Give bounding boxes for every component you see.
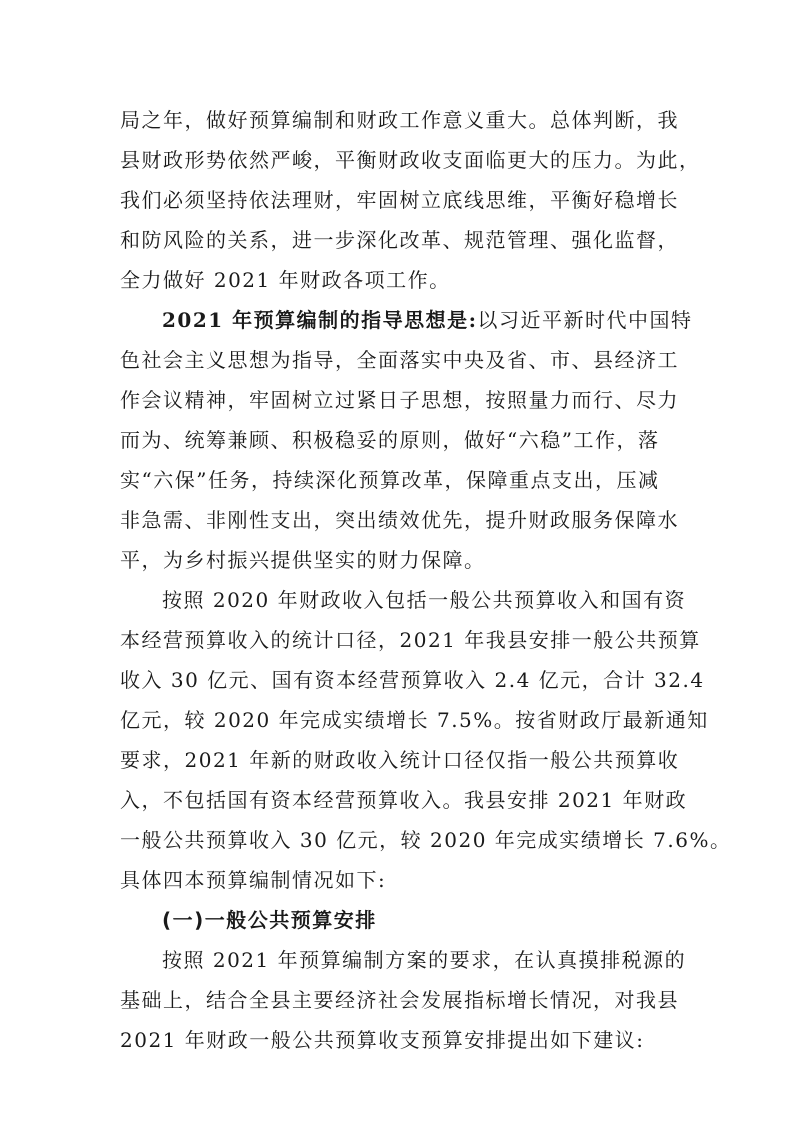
document-body — [120, 100, 732, 1060]
paragraph-line: 色社会主义思想为指导，全面落实中央及省、市、县经济工 — [120, 348, 679, 372]
guiding-principle-lead: 2021 年预算编制的指导思想是: — [162, 308, 478, 332]
guiding-principle-first-line — [120, 300, 693, 340]
paragraph-line: 而为、统筹兼顾、积极稳妥的原则，做好“六稳”工作，落 — [120, 428, 660, 452]
paragraph-line: 入，不包括国有资本经营预算收入。我县安排 2021 年财政 — [120, 788, 688, 812]
guiding-principle-rest: 以习近平新时代中国特 — [477, 308, 693, 332]
paragraph-line: 局之年，做好预算编制和财政工作意义重大。总体判断，我 — [120, 108, 679, 132]
paragraph-line: 平，为乡村振兴提供坚实的财力保障。 — [120, 548, 486, 572]
paragraph-line: 收入 30 亿元、国有资本经营预算收入 2.4 亿元，合计 32.4 — [120, 668, 705, 692]
paragraph-line: 亿元，较 2020 年完成实绩增长 7.5%。按省财政厅最新通知 — [120, 708, 709, 732]
paragraph-line: 基础上，结合全县主要经济社会发展指标增长情况，对我县 — [120, 988, 679, 1012]
paragraph-line: 实“六保”任务，持续深化预算改革，保障重点支出，压减 — [120, 468, 660, 492]
paragraph-line: 2021 年财政一般公共预算收支预算安排提出如下建议: — [120, 1028, 645, 1052]
paragraph-line: 具体四本预算编制情况如下: — [120, 868, 387, 892]
paragraph-line: 和防风险的关系，进一步深化改革、规范管理、强化监督， — [120, 228, 679, 252]
paragraph-line: 非急需、非刚性支出，突出绩效优先，提升财政服务保障水 — [120, 508, 679, 532]
paragraph-line: 全力做好 2021 年财政各项工作。 — [120, 268, 451, 292]
paragraph-line: 按照 2020 年财政收入包括一般公共预算收入和国有资 — [162, 588, 687, 612]
paragraph-line: 县财政形势依然严峻，平衡财政收支面临更大的压力。为此， — [120, 148, 701, 172]
paragraph-line: 要求，2021 年新的财政收入统计口径仅指一般公共预算收 — [120, 748, 680, 772]
paragraph-line: 本经营预算收入的统计口径，2021 年我县安排一般公共预算 — [120, 628, 701, 652]
paragraph-line: 一般公共预算收入 30 亿元，较 2020 年完成实绩增长 7.6%。 — [120, 828, 732, 852]
paragraph-line: 按照 2021 年预算编制方案的要求，在认真摸排税源的 — [162, 948, 687, 972]
section-heading: (一)一般公共预算安排 — [162, 908, 377, 932]
paragraph-line: 我们必须坚持依法理财，牢固树立底线思维，平衡好稳增长 — [120, 188, 679, 212]
paragraph-line: 作会议精神，牢固树立过紧日子思想，按照量力而行、尽力 — [120, 388, 679, 412]
